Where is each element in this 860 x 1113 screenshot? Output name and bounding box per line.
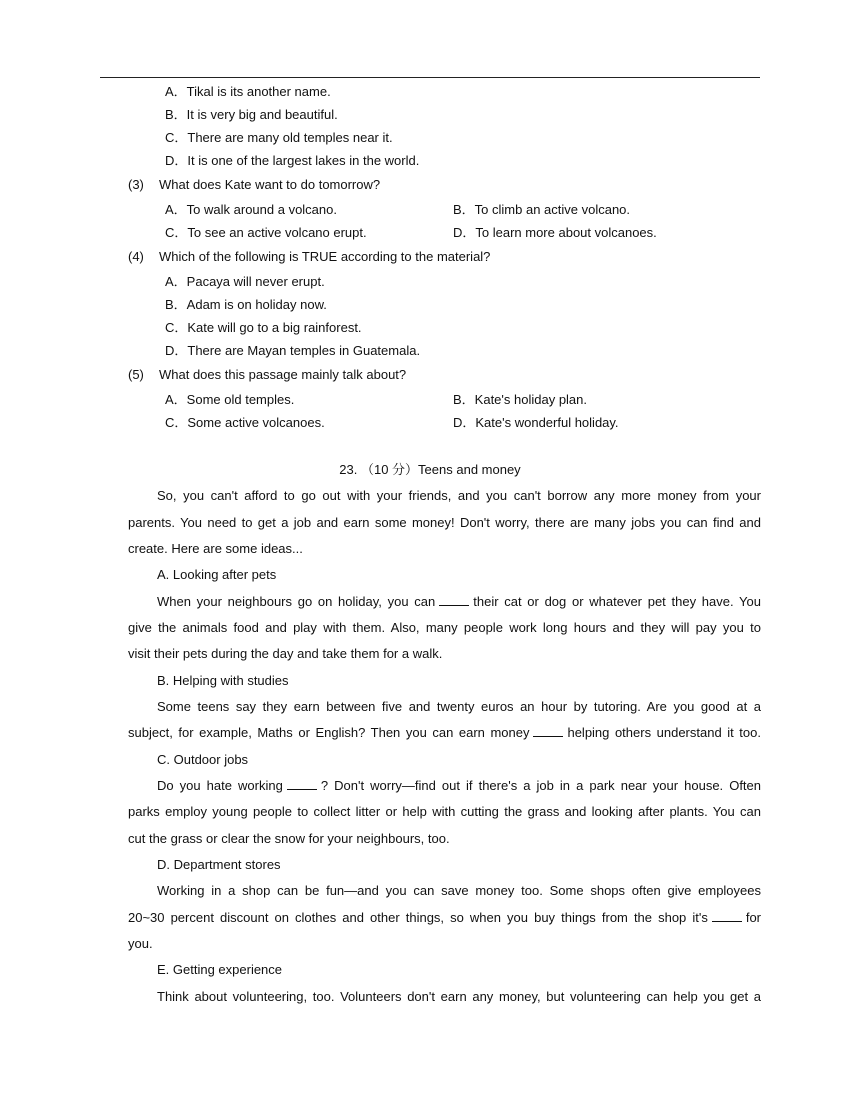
para-d-line-2: 20~30 percent discount on clothes and other things, so when you buy things from the shop it's for xyxy=(128,910,761,925)
heading-a: A. Looking after pets xyxy=(157,567,277,582)
q2-option-b: B．It is very big and beautiful. xyxy=(165,107,338,122)
para-a-line-3: visit their pets during the day and take them for a walk. xyxy=(128,646,443,661)
q2-option-c: C．There are many old temples near it. xyxy=(165,130,393,145)
q3-text: What does Kate want to do tomorrow? xyxy=(159,177,381,192)
q2-option-d: D．It is one of the largest lakes in the world. xyxy=(165,153,420,168)
intro-line-2: parents. You need to get a job and earn some money! Don't worry, there are many jobs you can find and xyxy=(128,515,761,530)
intro-line-1: So, you can't afford to go out with your friends, and you can't borrow any more money from your xyxy=(157,488,761,503)
para-a-line-1: When your neighbours go on holiday, you can their cat or dog or whatever pet they have. You xyxy=(157,594,761,609)
q3-option-c: C．To see an active volcano erupt. xyxy=(165,225,367,240)
answer-blank[interactable] xyxy=(712,910,742,922)
para-b-line-2: subject, for example, Maths or English? Then you can earn money helping others understand it too. xyxy=(128,725,761,740)
q4-option-c: C．Kate will go to a big rainforest. xyxy=(165,320,362,335)
q3-option-d: D．To learn more about volcanoes. xyxy=(453,225,657,240)
para-c-line-3: cut the grass or clear the snow for your neighbours, too. xyxy=(128,831,450,846)
heading-b: B. Helping with studies xyxy=(157,673,289,688)
q3-option-a: A．To walk around a volcano. xyxy=(165,202,337,217)
para-a-line-2: give the animals food and play with them. Also, many people work long hours and they will pay you to xyxy=(128,620,761,635)
answer-blank[interactable] xyxy=(439,594,469,606)
para-b-line-1: Some teens say they earn between five and twenty euros an hour by tutoring. Are you good at a xyxy=(157,699,761,714)
heading-d: D. Department stores xyxy=(157,857,281,872)
q4-option-a: A．Pacaya will never erupt. xyxy=(165,274,325,289)
intro-line-3: create. Here are some ideas... xyxy=(128,541,303,556)
para-c-line-2: parks employ young people to collect litter or help with cutting the grass and looking after plants. You can xyxy=(128,804,761,819)
para-d-line-3: you. xyxy=(128,936,153,951)
section-title: 23. （10 分）Teens and money xyxy=(339,462,521,477)
q5-number: (5) xyxy=(128,367,144,382)
para-d-line-1: Working in a shop can be fun—and you can save money too. Some shops often give employees xyxy=(157,883,761,898)
q4-option-d: D．There are Mayan temples in Guatemala. xyxy=(165,343,421,358)
answer-blank[interactable] xyxy=(533,725,563,737)
q5-option-b: B．Kate's holiday plan. xyxy=(453,392,588,407)
q4-number: (4) xyxy=(128,249,144,264)
answer-blank[interactable] xyxy=(287,778,317,790)
q5-option-d: D．Kate's wonderful holiday. xyxy=(453,415,619,430)
q4-option-b: B．Adam is on holiday now. xyxy=(165,297,327,312)
q5-option-a: A．Some old temples. xyxy=(165,392,295,407)
heading-e: E. Getting experience xyxy=(157,962,283,977)
para-e-line-1: Think about volunteering, too. Volunteers don't earn any money, but volunteering can help you get a xyxy=(157,989,761,1004)
header-rule xyxy=(100,77,760,78)
q3-option-b: B．To climb an active volcano. xyxy=(453,202,631,217)
q5-text: What does this passage mainly talk about? xyxy=(159,367,407,382)
q5-option-c: C．Some active volcanoes. xyxy=(165,415,325,430)
q4-text: Which of the following is TRUE according to the material? xyxy=(159,249,491,264)
para-c-line-1: Do you hate working ? Don't worry—find out if there's a job in a park near your house. Often xyxy=(157,778,762,793)
heading-c: C. Outdoor jobs xyxy=(157,752,249,767)
q3-number: (3) xyxy=(128,177,144,192)
q2-option-a: A．Tikal is its another name. xyxy=(165,84,331,99)
